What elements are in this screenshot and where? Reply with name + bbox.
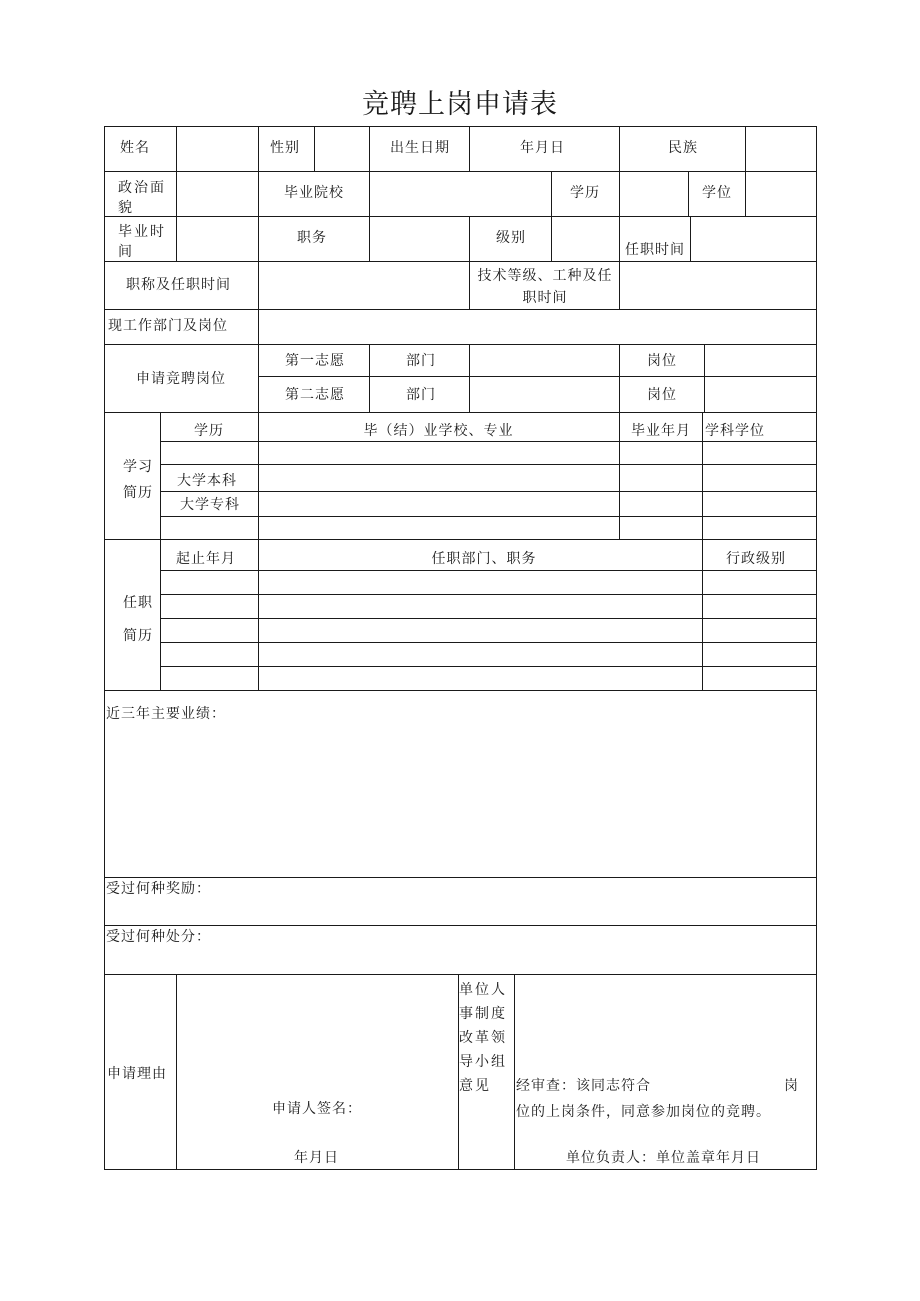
review-group-label: 单位人事制度改革领导小组意见 [459,982,507,1094]
achievements-label: 近三年主要业绩： [106,706,226,722]
col-divider [551,171,552,216]
col-divider [619,412,620,539]
col-divider [514,974,515,1169]
col-divider [160,412,161,539]
position-label: 职务 [297,230,327,246]
review-text-line2: 位的上岗条件，同意参加岗位的竞聘。 [516,1104,771,1120]
first-choice-label: 第一志愿 [285,353,345,369]
study-row-bachelor: 大学本科 [177,473,237,489]
tech-level-label: 技术等级、工种及任职时间 [477,268,613,306]
col-divider [702,412,703,539]
reason-label: 申请理由 [107,1066,167,1082]
review-text-post: 岗 [784,1078,799,1094]
col-divider [369,126,370,261]
col-divider [258,344,259,412]
tenure-time-label: 任职时间 [625,242,685,258]
col-divider [314,126,315,171]
border-left [104,126,105,1170]
col-divider [702,539,703,690]
level-label: 级别 [496,230,526,246]
col-divider [258,126,259,261]
current-dept-label: 现工作部门及岗位 [108,318,228,334]
study-row-college: 大学专科 [180,497,240,513]
col-divider [469,216,470,261]
row-divider [104,925,817,926]
review-footer: 单位负责人：单位盖章年月日 [566,1150,761,1166]
row-divider [104,344,817,345]
penalties-label: 受过何种处分： [106,929,211,945]
graduation-time-label: 毕业时间 [118,224,166,260]
work-history-label-line2: 简历 [123,628,153,644]
study-history-label-line2: 简历 [123,485,153,501]
col-divider [619,216,620,261]
name-label: 姓名 [120,140,150,156]
row-divider [104,171,817,172]
first-post-label: 岗位 [647,353,677,369]
study-col-grad-date: 毕业年月 [631,423,691,439]
awards-label: 受过何种奖励： [106,881,211,897]
application-form-table [104,126,817,1170]
col-divider [258,539,259,690]
review-text-start: 经审查：该同志符合 [516,1078,651,1094]
border-bottom [104,1169,817,1170]
education-label: 学历 [570,185,600,201]
col-divider [469,344,470,412]
col-divider [369,344,370,412]
col-divider [690,216,691,261]
second-dept-label: 部门 [406,387,436,403]
col-divider [258,309,259,344]
work-history-label-line1: 任职 [123,595,153,611]
col-divider [619,344,620,412]
col-divider [619,261,620,309]
row-divider [104,261,817,262]
gender-label: 性别 [270,140,300,156]
birth-date-label: 出生日期 [390,140,450,156]
row-divider [104,309,817,310]
first-dept-label: 部门 [406,353,436,369]
applicant-signature-label: 申请人签名： [272,1101,362,1117]
col-divider [469,126,470,171]
col-divider [176,974,177,1169]
work-col-admin-rank: 行政级别 [726,551,786,567]
col-divider [551,216,552,261]
col-divider [258,261,259,309]
col-divider [619,126,620,216]
border-right [816,126,817,1170]
row-divider [104,216,817,217]
row-divider [104,539,817,540]
study-col-degree: 学科学位 [705,423,765,439]
col-divider [176,126,177,261]
applicant-date-label: 年月日 [294,1150,339,1166]
study-history-label-line1: 学习 [123,459,153,475]
ethnicity-label: 民族 [668,140,698,156]
second-choice-label: 第二志愿 [285,387,345,403]
col-divider [160,539,161,690]
border-top [104,126,817,127]
graduate-school-label: 毕业院校 [284,185,344,201]
work-col-dept-position: 任职部门、职务 [431,551,537,567]
row-divider [258,376,817,377]
col-divider [469,261,470,309]
row-divider [104,877,817,878]
row-divider [104,412,817,413]
degree-label: 学位 [702,185,732,201]
col-divider [704,344,705,412]
title-tenure-label: 职称及任职时间 [126,277,231,293]
col-divider [745,126,746,216]
col-divider [688,171,689,216]
work-col-period: 起止年月 [176,551,236,567]
political-status-label: 政治面貌 [118,180,166,216]
birth-date-value: 年月日 [520,140,565,156]
second-post-label: 岗位 [647,387,677,403]
study-col-education: 学历 [194,423,224,439]
study-col-school: 毕（结）业学校、专业 [363,423,514,439]
row-divider [104,974,817,975]
apply-position-label: 申请竞聘岗位 [136,371,226,387]
row-divider [104,690,817,691]
page-title: 竞聘上岗申请表 [362,89,558,120]
